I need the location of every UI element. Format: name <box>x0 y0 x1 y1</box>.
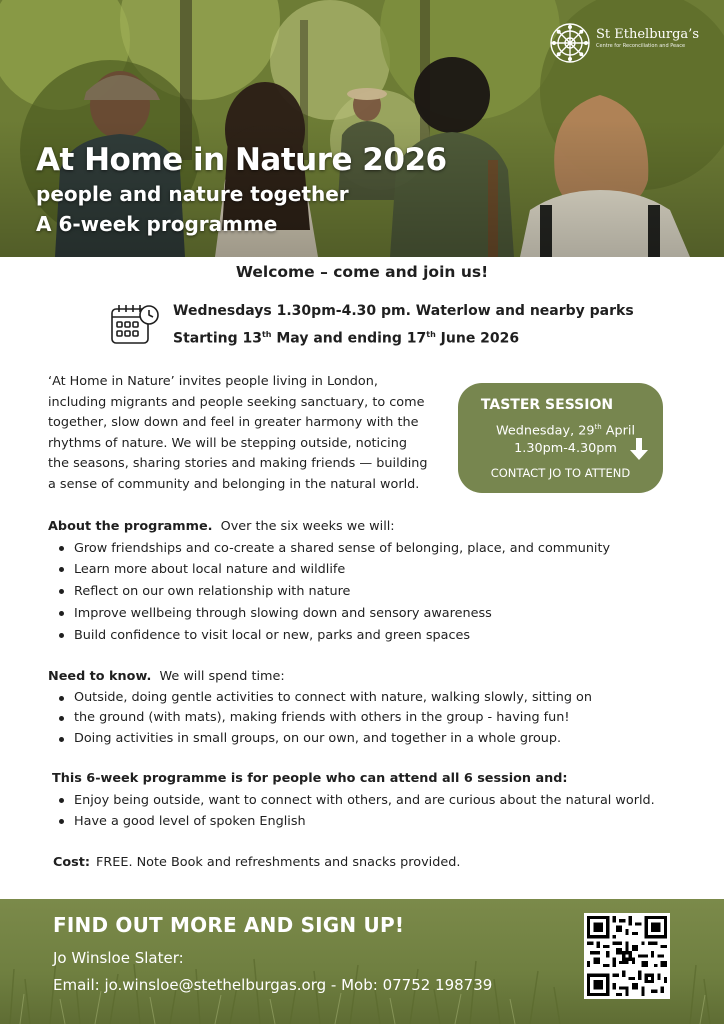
need-heading: Need to know. <box>48 669 152 684</box>
logo-name: St Ethelburga’s <box>596 27 699 42</box>
mandala-icon <box>548 21 592 65</box>
welcome-heading: Welcome – come and join us! <box>235 263 489 281</box>
eligibility-section <box>52 768 655 833</box>
taster-title: TASTER SESSION <box>480 397 614 413</box>
list-item: Doing activities in small groups, on our own, and together in a whole group. <box>58 729 592 750</box>
about-heading: About the programme. <box>48 519 213 534</box>
list-item: Enjoy being outside, want to connect with others, and are curious about the natural world. <box>58 790 655 812</box>
taster-contact: CONTACT JO TO ATTEND <box>490 466 631 480</box>
about-list <box>58 538 610 647</box>
schedule-line-1: Wednesdays 1.30pm-4.30 pm. Waterlow and nearby parks <box>173 303 634 319</box>
arrow-down-icon <box>630 438 648 460</box>
list-item: Have a good level of spoken English <box>58 811 655 833</box>
list-item: Learn more about local nature and wildlife <box>58 559 610 581</box>
hero-banner <box>0 0 724 257</box>
list-item: Reflect on our own relationship with nature <box>58 581 610 603</box>
taster-date: Wednesday, 29th April 1.30pm-4.30pm <box>495 423 636 456</box>
cost-line <box>53 855 460 870</box>
calendar-clock-icon <box>110 303 160 347</box>
list-item: Outside, doing gentle activities to connect with nature, walking slowly, sitting on <box>58 688 592 709</box>
list-item-continued: the ground (with mats), making friends with others in the group - having fun! <box>58 708 592 729</box>
st-ethelburgas-logo <box>548 21 699 65</box>
eligibility-list <box>58 790 655 833</box>
need-list <box>58 688 592 750</box>
eligibility-heading: This 6-week programme is for people who can attend all 6 session and: <box>52 771 568 786</box>
page-subtitle: people and nature together <box>36 182 349 206</box>
qr-code[interactable] <box>584 913 670 999</box>
page-title: At Home in Nature 2026 <box>36 142 447 178</box>
intro-paragraph: ‘At Home in Nature’ invites people living in London, including migrants and people seeking sanctuary, to come together, slow down and feel in greater harmony with the rhythms of nature. We will be stepping outside, noticing the seasons, sharing stories and making friends — building a sense of community and belonging in the natural world. <box>48 374 428 492</box>
taster-session-box <box>458 383 663 493</box>
signup-heading: FIND OUT MORE AND SIGN UP! <box>53 913 405 937</box>
list-item: Grow friendships and co-create a shared sense of belonging, place, and community <box>58 538 610 560</box>
footer-signup <box>0 899 724 1024</box>
cost-text: FREE. Note Book and refreshments and snacks provided. <box>96 855 461 870</box>
schedule-info <box>173 300 634 351</box>
list-item: Improve wellbeing through slowing down and sensory awareness <box>58 603 610 625</box>
contact-name: Jo Winsloe Slater: <box>53 949 184 967</box>
need-to-know-section: Need to know. We will spend time: Outside, doing gentle activities to connect with nature, walking slowly, sitting on the ground (with mats), making friends with others in the group - having fun! Doing activities in small groups, on our own, and together in a whole group. <box>48 666 592 749</box>
cost-label: Cost: <box>53 855 91 870</box>
list-item: Build confidence to visit local or new, parks and green spaces <box>58 625 610 647</box>
schedule-line-2: Starting 13th May and ending 17th June 2026 <box>173 330 520 347</box>
about-section: About the programme. Over the six weeks we will: Grow friendships and co-create a shared sense of belonging, place, and community Learn more about local nature and wildlife Reflect on our own relationship with nature Improve wellbeing through slowing down and sensory awareness Build confidence to visit local or new, parks and green spaces <box>48 516 610 646</box>
qr-code-icon <box>587 916 667 996</box>
contact-details: Email: jo.winsloe@stethelburgas.org - Mob: 07752 198739 <box>53 976 493 994</box>
logo-tagline: Centre for Reconciliation and Peace <box>596 43 686 49</box>
programme-length: A 6-week programme <box>36 212 278 236</box>
